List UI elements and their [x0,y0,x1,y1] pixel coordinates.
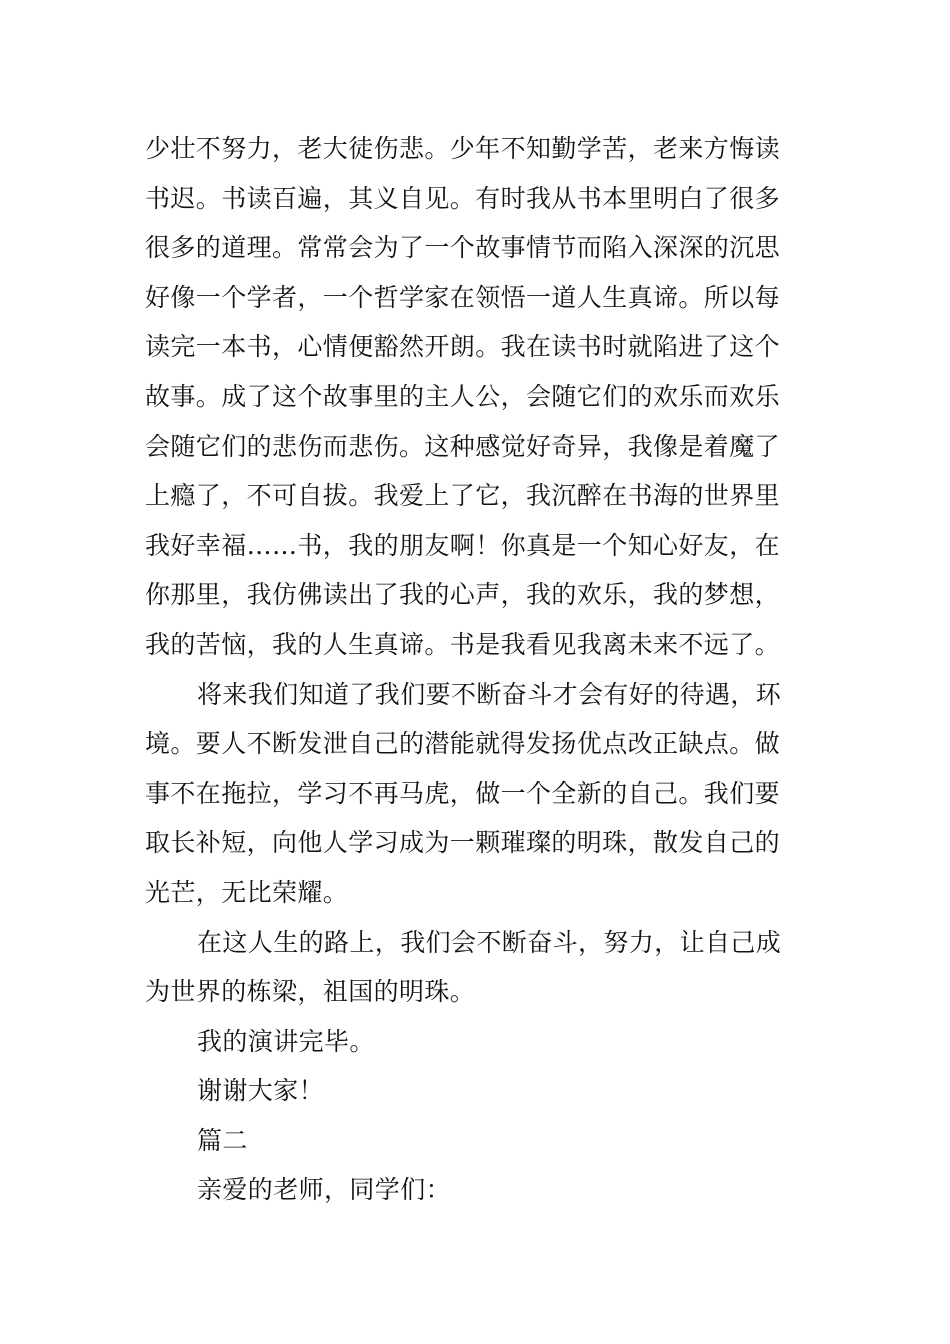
text-line: 我好幸福……书，我的朋友啊！你真是一个知心好友，在 [145,530,781,560]
thanks-line: 谢谢大家！ [197,1076,325,1106]
text-line: 境。要人不断发泄自己的潜能就得发扬优点改正缺点。做 [145,729,781,759]
text-line: 为世界的栋梁，祖国的明珠。 [145,977,476,1007]
text-line: 光芒，无比荣耀。 [145,877,349,907]
text-line: 少壮不努力，老大徒伤悲。少年不知勤学苦，老来方悔读 [145,134,781,163]
text-line: 好像一个学者，一个哲学家在领悟一道人生真谛。所以每 [145,282,781,312]
text-line: 事不在拖拉，学习不再马虎，做一个全新的自己。我们要 [145,778,781,808]
greeting-line: 亲爱的老师，同学们： [197,1175,452,1205]
text-line: 你那里，我仿佛读出了我的心声，我的欢乐，我的梦想， [145,580,781,610]
text-line: 我的苦恼，我的人生真谛。书是我看见我离未来不远了。 [145,629,781,659]
text-line: 在这人生的路上，我们会不断奋斗，努力，让自己成 [197,927,782,957]
text-line: 上瘾了，不可自拔。我爱上了它，我沉醉在书海的世界里 [145,481,781,511]
section-title: 篇二 [197,1125,248,1155]
text-line: 书迟。书读百遍，其义自见。有时我从书本里明白了很多 [145,183,781,213]
text-line: 取长补短，向他人学习成为一颗璀璨的明珠，散发自己的 [145,828,781,858]
text-line: 读完一本书，心情便豁然开朗。我在读书时就陷进了这个 [145,332,781,362]
text-line: 故事。成了这个故事里的主人公，会随它们的欢乐而欢乐 [145,381,781,411]
text-line: 很多的道理。常常会为了一个故事情节而陷入深深的沉思 [145,233,781,263]
paragraph-1 [145,124,815,670]
document-body [145,124,815,1215]
paragraph-2 [145,670,815,918]
text-line: 将来我们知道了我们要不断奋斗才会有好的待遇，环 [197,679,782,709]
paragraph-3 [145,918,815,1017]
text-line: 会随它们的悲伤而悲伤。这种感觉好奇异，我像是着魔了 [145,431,781,461]
closing-line: 我的演讲完毕。 [197,1026,375,1056]
